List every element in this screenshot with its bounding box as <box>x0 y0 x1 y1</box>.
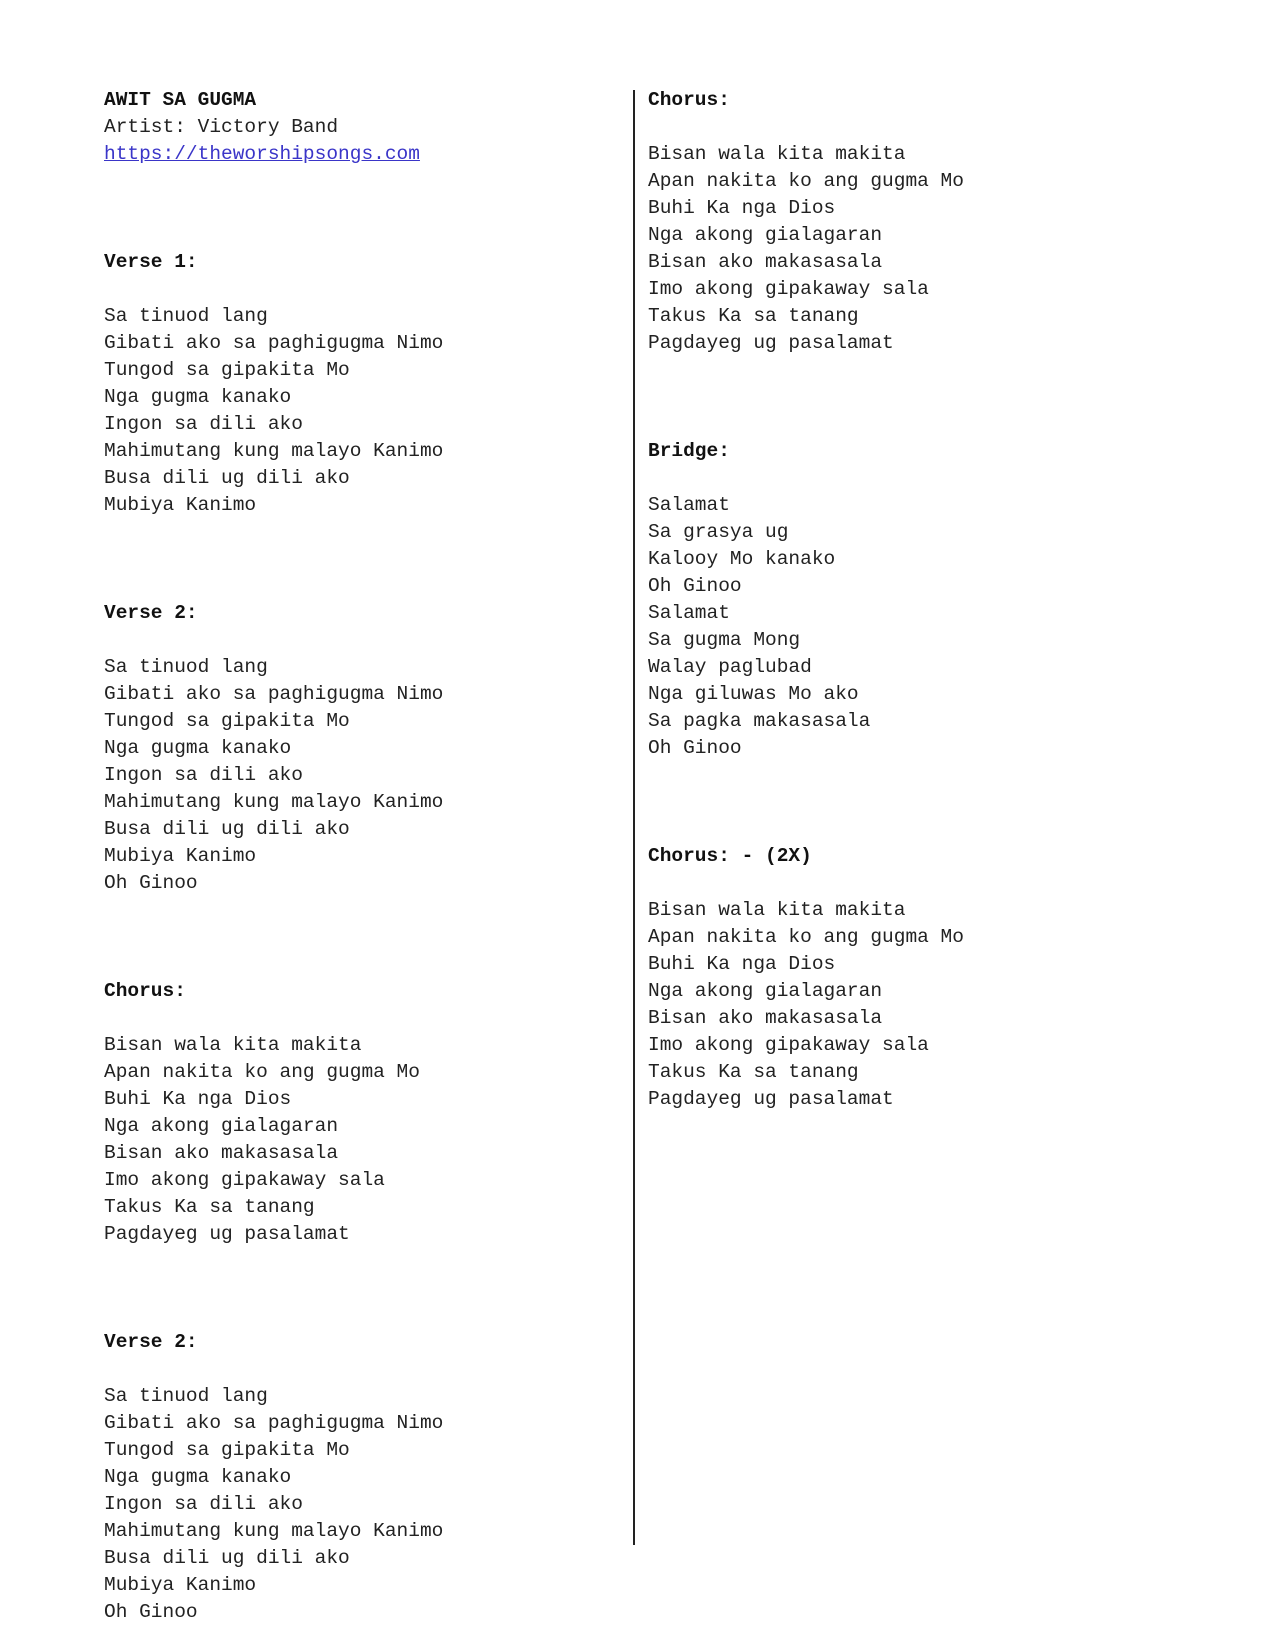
lyric-line: Gibati ako sa paghigugma Nimo <box>104 1412 444 1434</box>
lyric-line: Sa grasya ug <box>648 521 789 543</box>
lyric-line: Buhi Ka nga Dios <box>648 197 836 219</box>
lyric-line: Takus Ka sa tanang <box>648 1061 859 1083</box>
lyric-line: Buhi Ka nga Dios <box>648 953 836 975</box>
lyric-line: Ingon sa dili ako <box>104 1493 303 1515</box>
right-sections <box>648 87 1208 1113</box>
lyric-line: Apan nakita ko ang gugma Mo <box>648 926 964 948</box>
lyric-line: Gibati ako sa paghigugma Nimo <box>104 332 444 354</box>
section-heading: Verse 2: <box>104 602 198 624</box>
lyric-line: Bisan ako makasasala <box>648 251 883 273</box>
song-title: AWIT SA GUGMA <box>104 89 257 111</box>
section-heading: Verse 1: <box>104 251 198 273</box>
lyric-section <box>104 978 624 1329</box>
section-heading: Chorus: - (2X) <box>648 845 812 867</box>
lyric-line: Tungod sa gipakita Mo <box>104 710 350 732</box>
lyric-line: Nga giluwas Mo ako <box>648 683 859 705</box>
lyric-section <box>648 843 1208 1113</box>
lyric-line: Walay paglubad <box>648 656 812 678</box>
artist-line: Artist: Victory Band <box>104 116 339 138</box>
lyric-line: Mahimutang kung malayo Kanimo <box>104 1520 444 1542</box>
source-link[interactable]: https://theworshipsongs.com <box>104 143 420 165</box>
lyric-line: Bisan wala kita makita <box>648 899 906 921</box>
lyric-line: Busa dili ug dili ako <box>104 1547 350 1569</box>
column-divider <box>633 90 635 1545</box>
lyric-line: Kalooy Mo kanako <box>648 548 836 570</box>
lyric-line: Bisan ako makasasala <box>104 1142 339 1164</box>
lyric-line: Sa tinuod lang <box>104 305 268 327</box>
lyric-line: Gibati ako sa paghigugma Nimo <box>104 683 444 705</box>
lyric-line: Salamat <box>648 602 730 624</box>
lyric-section <box>104 1329 624 1626</box>
lyric-line: Ingon sa dili ako <box>104 764 303 786</box>
lyric-line: Nga gugma kanako <box>104 737 292 759</box>
lyric-line: Sa pagka makasasala <box>648 710 871 732</box>
lyric-line: Oh Ginoo <box>104 872 198 894</box>
lyric-line: Busa dili ug dili ako <box>104 467 350 489</box>
lyric-line: Nga akong gialagaran <box>648 224 883 246</box>
lyric-line: Pagdayeg ug pasalamat <box>104 1223 350 1245</box>
lyric-line: Salamat <box>648 494 730 516</box>
lyric-section <box>104 600 624 978</box>
lyric-line: Takus Ka sa tanang <box>648 305 859 327</box>
lyric-line: Nga akong gialagaran <box>648 980 883 1002</box>
lyric-line: Pagdayeg ug pasalamat <box>648 332 894 354</box>
section-heading: Bridge: <box>648 440 730 462</box>
lyric-line: Nga akong gialagaran <box>104 1115 339 1137</box>
lyric-line: Bisan wala kita makita <box>104 1034 362 1056</box>
lyric-line: Bisan ako makasasala <box>648 1007 883 1029</box>
lyric-line: Tungod sa gipakita Mo <box>104 1439 350 1461</box>
lyric-line: Bisan wala kita makita <box>648 143 906 165</box>
lyric-line: Oh Ginoo <box>648 575 742 597</box>
section-heading: Verse 2: <box>104 1331 198 1353</box>
lyric-line: Mubiya Kanimo <box>104 845 257 867</box>
lyric-line: Nga gugma kanako <box>104 1466 292 1488</box>
section-heading: Chorus: <box>104 980 186 1002</box>
lyric-line: Takus Ka sa tanang <box>104 1196 315 1218</box>
lyric-line: Tungod sa gipakita Mo <box>104 359 350 381</box>
lyric-line: Busa dili ug dili ako <box>104 818 350 840</box>
lyric-section <box>104 249 624 600</box>
lyric-line: Apan nakita ko ang gugma Mo <box>648 170 964 192</box>
lyric-line: Imo akong gipakaway sala <box>648 278 929 300</box>
lyric-line: Sa tinuod lang <box>104 656 268 678</box>
lyric-line: Sa gugma Mong <box>648 629 801 651</box>
lyric-line: Imo akong gipakaway sala <box>104 1169 385 1191</box>
lyric-line: Sa tinuod lang <box>104 1385 268 1407</box>
lyric-line: Mahimutang kung malayo Kanimo <box>104 440 444 462</box>
lyric-line: Oh Ginoo <box>648 737 742 759</box>
left-sections <box>104 249 624 1626</box>
lyric-line: Mubiya Kanimo <box>104 494 257 516</box>
lyric-section <box>648 438 1208 843</box>
right-column <box>648 87 1208 1113</box>
lyric-line: Mahimutang kung malayo Kanimo <box>104 791 444 813</box>
lyric-line: Ingon sa dili ako <box>104 413 303 435</box>
left-column <box>104 87 624 1626</box>
lyric-section <box>648 87 1208 438</box>
lyric-line: Apan nakita ko ang gugma Mo <box>104 1061 420 1083</box>
lyric-line: Nga gugma kanako <box>104 386 292 408</box>
lyric-line: Pagdayeg ug pasalamat <box>648 1088 894 1110</box>
lyric-line: Buhi Ka nga Dios <box>104 1088 292 1110</box>
lyric-line: Mubiya Kanimo <box>104 1574 257 1596</box>
section-heading: Chorus: <box>648 89 730 111</box>
lyric-line: Imo akong gipakaway sala <box>648 1034 929 1056</box>
lyric-line: Oh Ginoo <box>104 1601 198 1623</box>
